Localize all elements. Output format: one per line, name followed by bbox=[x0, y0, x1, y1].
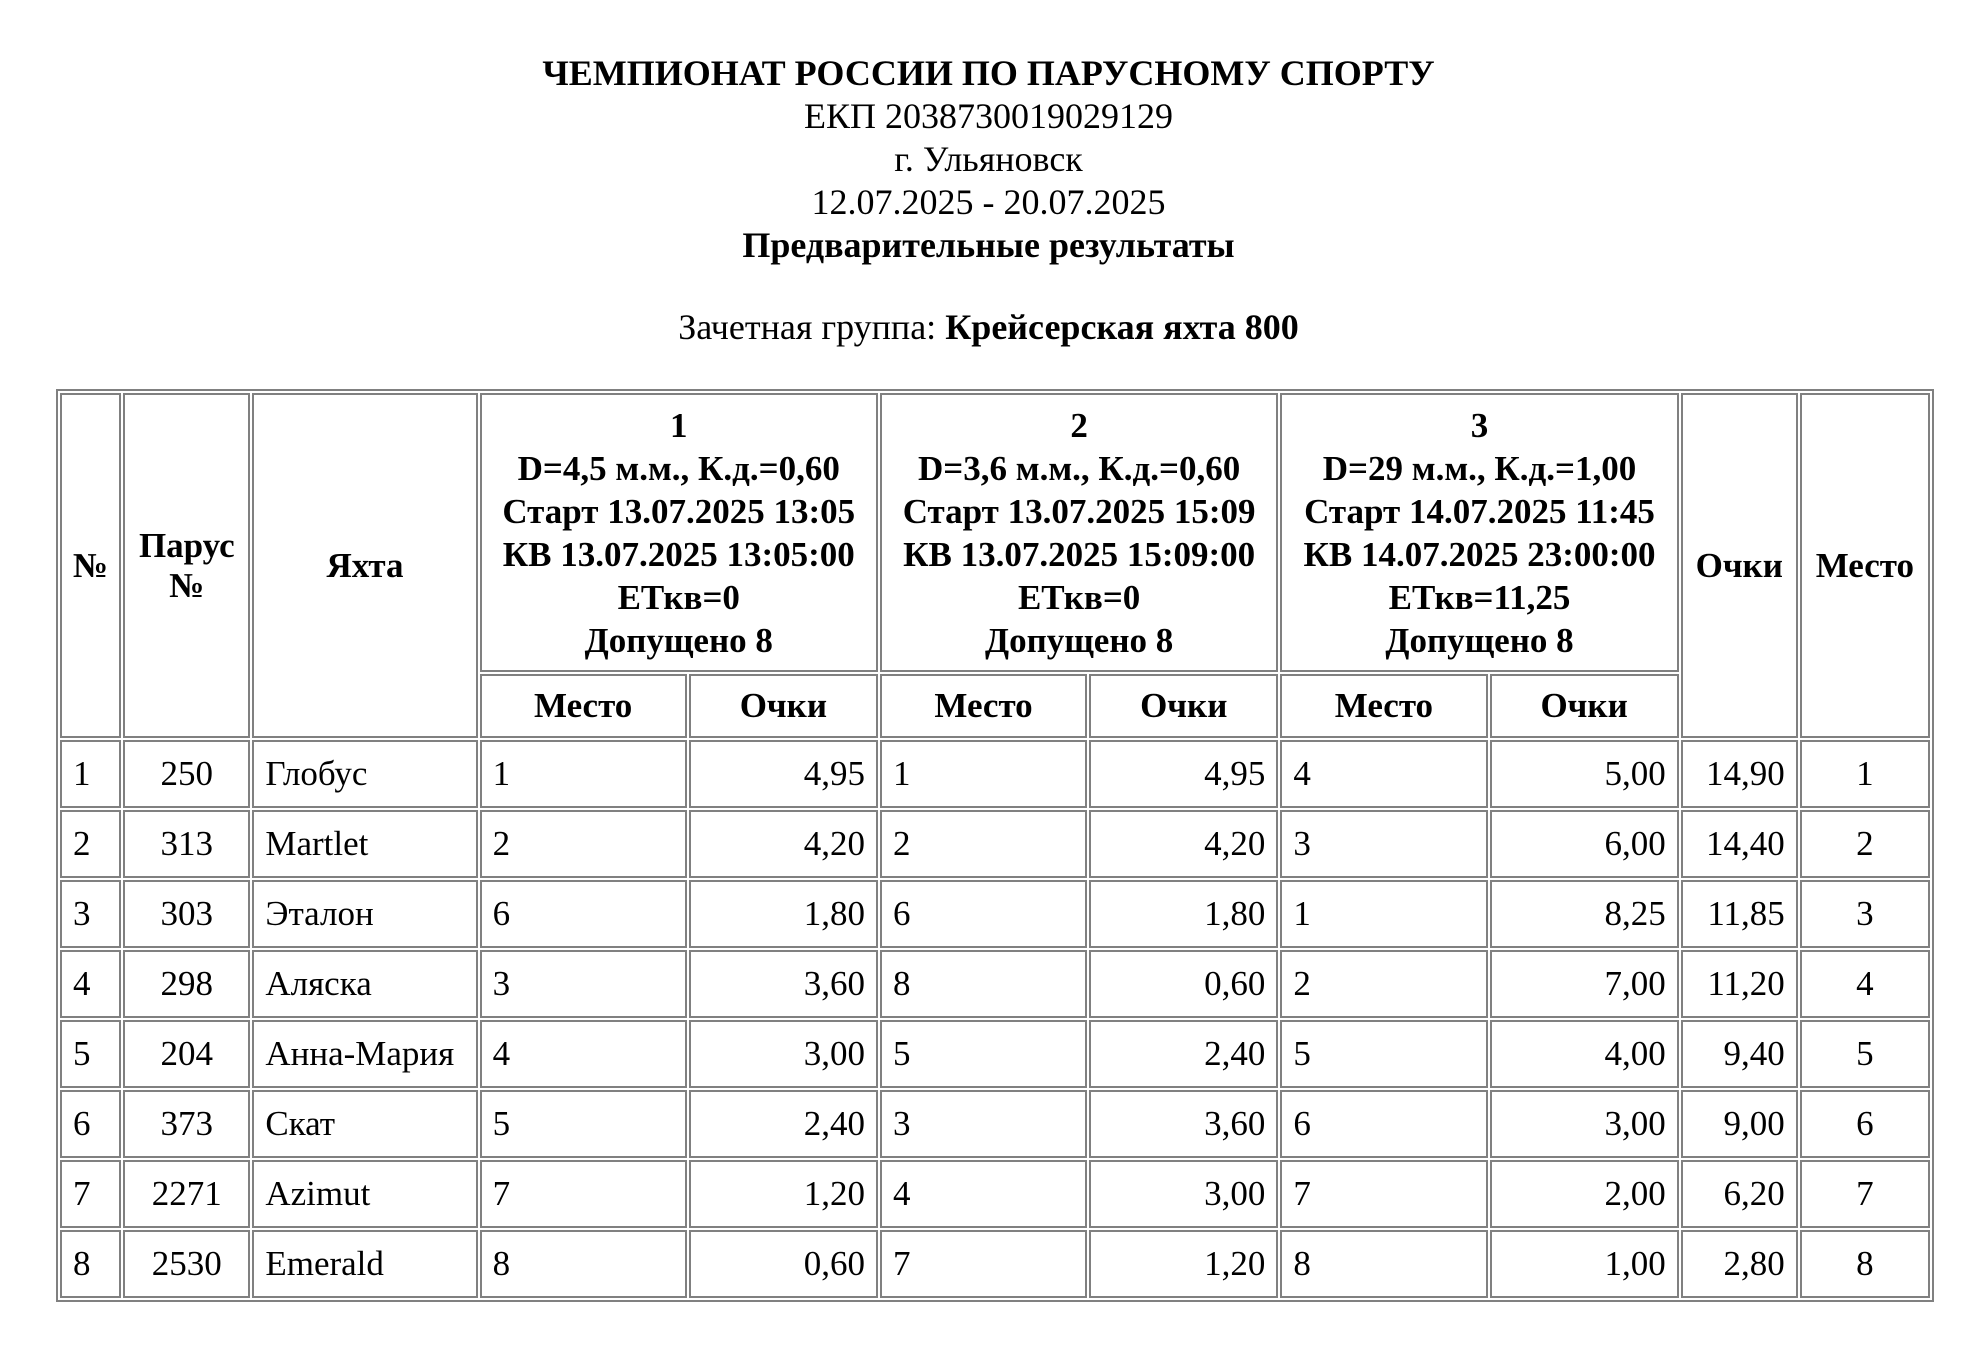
cell-sail-number: 2530 bbox=[123, 1230, 250, 1298]
cell-race-2-place: 2 bbox=[880, 810, 1087, 878]
cell-race-1-points: 3,60 bbox=[689, 950, 878, 1018]
cell-race-3-place: 1 bbox=[1280, 880, 1487, 948]
cell-race-1-points: 2,40 bbox=[689, 1090, 878, 1158]
results-table bbox=[56, 389, 1934, 1302]
race-kv: КВ 13.07.2025 13:05:00 bbox=[502, 534, 855, 574]
race-2-points-header: Очки bbox=[1089, 674, 1278, 738]
cell-sail-number: 2271 bbox=[123, 1160, 250, 1228]
col-header-sail bbox=[123, 393, 250, 738]
race-admitted: Допущено 8 bbox=[1385, 620, 1574, 660]
table-row bbox=[60, 1230, 1930, 1298]
cell-race-1-points: 1,20 bbox=[689, 1160, 878, 1228]
col-header-final-place: Место bbox=[1800, 393, 1930, 738]
cell-sail-number: 313 bbox=[123, 810, 250, 878]
cell-race-1-points: 4,95 bbox=[689, 740, 878, 808]
cell-race-2-place: 5 bbox=[880, 1020, 1087, 1088]
cell-race-1-place: 4 bbox=[480, 1020, 687, 1088]
cell-sail-number: 303 bbox=[123, 880, 250, 948]
cell-final-place: 1 bbox=[1800, 740, 1930, 808]
scoring-group-name: Крейсерская яхта 800 bbox=[945, 307, 1299, 347]
race-admitted: Допущено 8 bbox=[584, 620, 773, 660]
race-3-points-header: Очки bbox=[1490, 674, 1679, 738]
col-header-sail-line2: № bbox=[169, 565, 205, 605]
cell-race-2-place: 7 bbox=[880, 1230, 1087, 1298]
cell-race-1-place: 3 bbox=[480, 950, 687, 1018]
cell-position: 1 bbox=[60, 740, 121, 808]
race-etkv: ЕТкв=0 bbox=[617, 577, 740, 617]
cell-final-place: 8 bbox=[1800, 1230, 1930, 1298]
cell-race-2-place: 6 bbox=[880, 880, 1087, 948]
col-header-yacht: Яхта bbox=[252, 393, 477, 738]
race-1-points-header: Очки bbox=[689, 674, 878, 738]
table-row bbox=[60, 950, 1930, 1018]
cell-race-3-place: 3 bbox=[1280, 810, 1487, 878]
cell-yacht-name: Azimut bbox=[252, 1160, 477, 1228]
cell-race-3-points: 2,00 bbox=[1490, 1160, 1679, 1228]
cell-final-place: 5 bbox=[1800, 1020, 1930, 1088]
race-distance: D=3,6 м.м., К.д.=0,60 bbox=[918, 448, 1241, 488]
cell-position: 4 bbox=[60, 950, 121, 1018]
cell-final-place: 7 bbox=[1800, 1160, 1930, 1228]
race-distance: D=4,5 м.м., К.д.=0,60 bbox=[517, 448, 840, 488]
cell-race-1-place: 7 bbox=[480, 1160, 687, 1228]
cell-race-3-place: 4 bbox=[1280, 740, 1487, 808]
cell-yacht-name: Аляска bbox=[252, 950, 477, 1018]
table-row bbox=[60, 810, 1930, 878]
cell-race-2-points: 4,20 bbox=[1089, 810, 1278, 878]
cell-race-3-place: 8 bbox=[1280, 1230, 1487, 1298]
cell-race-3-place: 6 bbox=[1280, 1090, 1487, 1158]
cell-race-2-place: 8 bbox=[880, 950, 1087, 1018]
race-header-3 bbox=[1280, 393, 1678, 672]
cell-total-points: 6,20 bbox=[1681, 1160, 1798, 1228]
cell-race-1-points: 3,00 bbox=[689, 1020, 878, 1088]
results-body bbox=[60, 740, 1930, 1298]
col-header-sail-line1: Парус bbox=[138, 525, 235, 565]
cell-yacht-name: Martlet bbox=[252, 810, 477, 878]
cell-position: 2 bbox=[60, 810, 121, 878]
cell-total-points: 2,80 bbox=[1681, 1230, 1798, 1298]
cell-race-2-points: 3,00 bbox=[1089, 1160, 1278, 1228]
cell-race-2-place: 1 bbox=[880, 740, 1087, 808]
race-1-place-header: Место bbox=[480, 674, 687, 738]
cell-final-place: 6 bbox=[1800, 1090, 1930, 1158]
cell-sail-number: 204 bbox=[123, 1020, 250, 1088]
race-3-place-header: Место bbox=[1280, 674, 1487, 738]
city: г. Ульяновск bbox=[894, 139, 1083, 179]
cell-race-1-points: 1,80 bbox=[689, 880, 878, 948]
race-start: Старт 13.07.2025 15:09 bbox=[902, 491, 1256, 531]
cell-position: 8 bbox=[60, 1230, 121, 1298]
table-row bbox=[60, 1090, 1930, 1158]
table-row bbox=[60, 1160, 1930, 1228]
cell-race-1-points: 0,60 bbox=[689, 1230, 878, 1298]
cell-race-3-place: 2 bbox=[1280, 950, 1487, 1018]
race-kv: КВ 14.07.2025 23:00:00 bbox=[1303, 534, 1656, 574]
cell-position: 3 bbox=[60, 880, 121, 948]
cell-race-3-points: 4,00 bbox=[1490, 1020, 1679, 1088]
race-number: 2 bbox=[1070, 405, 1088, 445]
scoring-group-label: Зачетная группа: bbox=[678, 307, 946, 347]
cell-total-points: 14,90 bbox=[1681, 740, 1798, 808]
scoring-group bbox=[0, 306, 1977, 349]
cell-race-2-points: 0,60 bbox=[1089, 950, 1278, 1018]
race-number: 3 bbox=[1470, 405, 1489, 445]
cell-sail-number: 250 bbox=[123, 740, 250, 808]
cell-race-3-place: 7 bbox=[1280, 1160, 1487, 1228]
cell-race-1-points: 4,20 bbox=[689, 810, 878, 878]
cell-race-2-points: 4,95 bbox=[1089, 740, 1278, 808]
document-header bbox=[0, 52, 1977, 267]
cell-yacht-name: Emerald bbox=[252, 1230, 477, 1298]
cell-race-2-points: 1,20 bbox=[1089, 1230, 1278, 1298]
cell-race-2-place: 4 bbox=[880, 1160, 1087, 1228]
cell-race-1-place: 2 bbox=[480, 810, 687, 878]
cell-position: 6 bbox=[60, 1090, 121, 1158]
cell-race-2-place: 3 bbox=[880, 1090, 1087, 1158]
race-kv: КВ 13.07.2025 15:09:00 bbox=[903, 534, 1256, 574]
table-row bbox=[60, 740, 1930, 808]
cell-race-1-place: 6 bbox=[480, 880, 687, 948]
cell-total-points: 14,40 bbox=[1681, 810, 1798, 878]
race-distance: D=29 м.м., К.д.=1,00 bbox=[1322, 448, 1637, 488]
race-header-2 bbox=[880, 393, 1278, 672]
race-etkv: ЕТкв=0 bbox=[1017, 577, 1141, 617]
col-header-idx: № bbox=[60, 393, 121, 738]
race-start: Старт 14.07.2025 11:45 bbox=[1304, 491, 1655, 531]
cell-yacht-name: Анна-Мария bbox=[252, 1020, 477, 1088]
cell-race-3-points: 5,00 bbox=[1490, 740, 1679, 808]
ekp-number: ЕКП 2038730019029129 bbox=[804, 96, 1173, 136]
cell-race-2-points: 1,80 bbox=[1089, 880, 1278, 948]
cell-race-3-points: 7,00 bbox=[1490, 950, 1679, 1018]
table-row bbox=[60, 1020, 1930, 1088]
cell-race-1-place: 1 bbox=[480, 740, 687, 808]
cell-race-2-points: 2,40 bbox=[1089, 1020, 1278, 1088]
cell-final-place: 4 bbox=[1800, 950, 1930, 1018]
results-subtitle: Предварительные результаты bbox=[742, 225, 1235, 265]
race-start: Старт 13.07.2025 13:05 bbox=[502, 491, 856, 531]
cell-total-points: 11,20 bbox=[1681, 950, 1798, 1018]
cell-race-1-place: 5 bbox=[480, 1090, 687, 1158]
cell-race-3-points: 6,00 bbox=[1490, 810, 1679, 878]
cell-final-place: 3 bbox=[1800, 880, 1930, 948]
cell-race-3-points: 3,00 bbox=[1490, 1090, 1679, 1158]
cell-race-3-place: 5 bbox=[1280, 1020, 1487, 1088]
cell-race-2-points: 3,60 bbox=[1089, 1090, 1278, 1158]
race-number: 1 bbox=[670, 405, 688, 445]
cell-sail-number: 298 bbox=[123, 950, 250, 1018]
cell-race-3-points: 1,00 bbox=[1490, 1230, 1679, 1298]
table-row bbox=[60, 880, 1930, 948]
race-admitted: Допущено 8 bbox=[985, 620, 1174, 660]
cell-race-1-place: 8 bbox=[480, 1230, 687, 1298]
cell-position: 5 bbox=[60, 1020, 121, 1088]
event-dates: 12.07.2025 - 20.07.2025 bbox=[811, 182, 1166, 222]
cell-total-points: 9,40 bbox=[1681, 1020, 1798, 1088]
race-2-place-header: Место bbox=[880, 674, 1087, 738]
col-header-total-points: Очки bbox=[1681, 393, 1798, 738]
cell-race-3-points: 8,25 bbox=[1490, 880, 1679, 948]
cell-yacht-name: Скат bbox=[252, 1090, 477, 1158]
cell-final-place: 2 bbox=[1800, 810, 1930, 878]
race-header-1 bbox=[480, 393, 878, 672]
cell-position: 7 bbox=[60, 1160, 121, 1228]
cell-total-points: 11,85 bbox=[1681, 880, 1798, 948]
header-row bbox=[60, 393, 1930, 672]
cell-yacht-name: Глобус bbox=[252, 740, 477, 808]
cell-yacht-name: Эталон bbox=[252, 880, 477, 948]
championship-title: ЧЕМПИОНАТ РОССИИ ПО ПАРУСНОМУ СПОРТУ bbox=[542, 53, 1435, 93]
cell-sail-number: 373 bbox=[123, 1090, 250, 1158]
cell-total-points: 9,00 bbox=[1681, 1090, 1798, 1158]
race-etkv: ЕТкв=11,25 bbox=[1388, 577, 1571, 617]
